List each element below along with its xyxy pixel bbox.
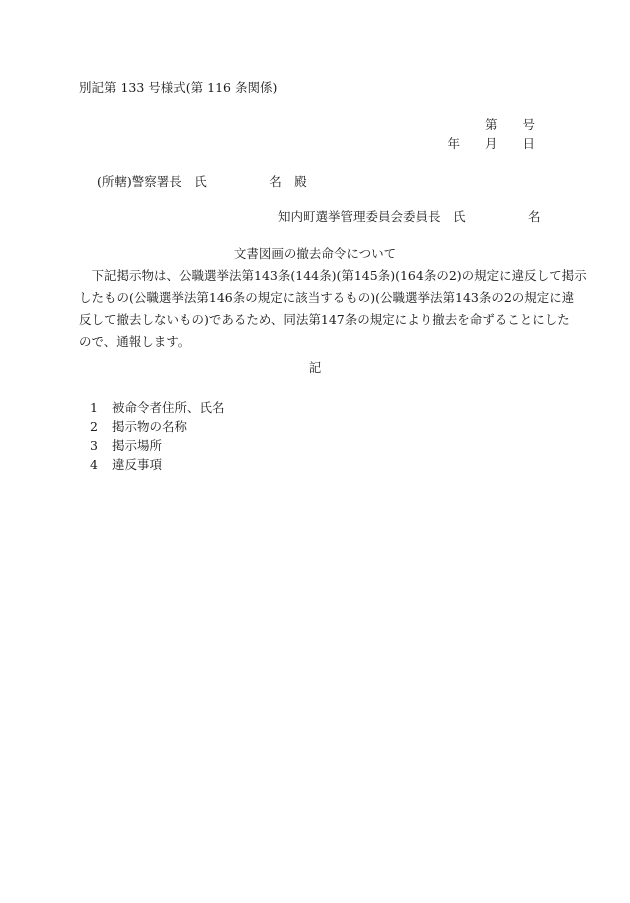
notice-body-line: ので、通報します。: [79, 334, 191, 349]
item-number: 4: [90, 457, 98, 472]
list-item: [90, 436, 225, 455]
item-number: 2: [90, 419, 98, 434]
item-number: 1: [90, 400, 98, 415]
item-text: 掲示物の名称: [112, 419, 188, 434]
addressee-line: (所轄)警察署長 氏 名 殿: [97, 174, 307, 189]
form-title: 別記第 133 号様式(第 116 条関係): [79, 80, 278, 95]
notice-title: 文書図画の撤去命令について: [233, 246, 397, 261]
item-list: [90, 398, 225, 474]
item-text: 掲示場所: [112, 438, 163, 453]
item-text: 違反事項: [112, 457, 163, 472]
notice-body: [79, 265, 587, 353]
notice-body-line: 反して撤去しないもの)であるため、同法第147条の規定により撤去を命ずることにした: [79, 312, 570, 327]
ki-heading: 記: [308, 360, 322, 375]
document-date-line: 年 月 日: [447, 136, 535, 151]
sender-line: 知内町選挙管理委員会委員長 氏 名: [278, 209, 541, 224]
item-number: 3: [90, 438, 98, 453]
notice-body-line: したもの(公職選挙法第146条の規定に該当するもの)(公職選挙法第143条の2の規定に違: [79, 290, 575, 305]
list-item: [90, 398, 225, 417]
item-text: 被命令者住所、氏名: [112, 400, 225, 415]
document-number-line: 第 号: [484, 117, 535, 132]
list-item: [90, 455, 225, 474]
notice-body-line: 下記掲示物は、公職選挙法第143条(144条)(第145条)(164条の2)の規定に違反して掲示: [79, 268, 587, 283]
list-item: [90, 417, 225, 436]
